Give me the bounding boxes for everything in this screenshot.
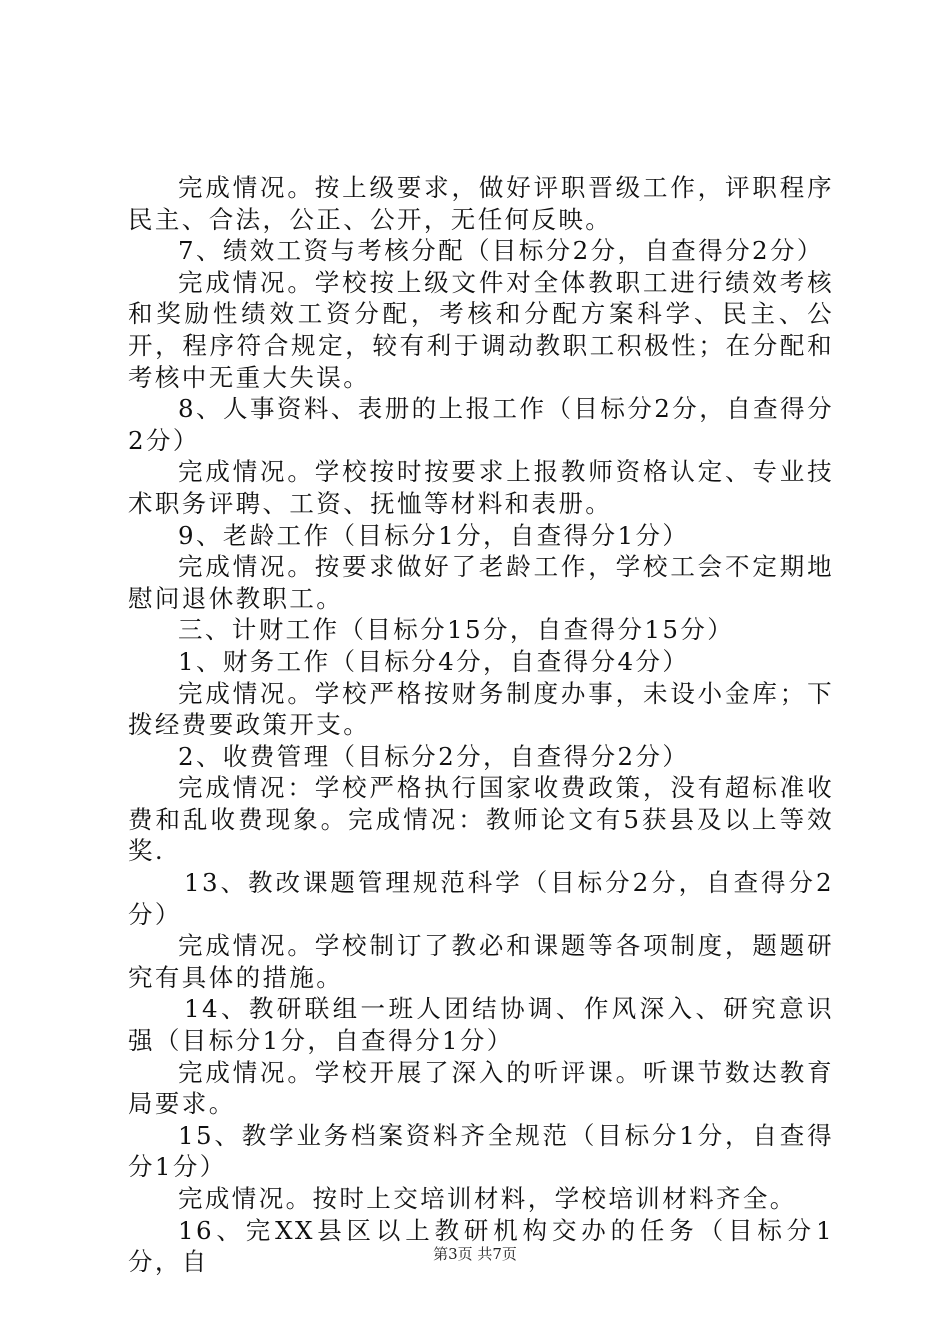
heading-teaching-archives: 15、教学业务档案资料齐全规范（目标分1分，自查得分1分）: [128, 1120, 834, 1182]
heading-retiree-work: 9、老龄工作（目标分1分，自查得分1分）: [178, 520, 690, 550]
paragraph-promotion-result: 完成情况。按上级要求，做好评职晋级工作，评职程序民主、合法，公正、公开，无任何反映。: [128, 173, 834, 234]
paragraph-fee-management-result: 完成情况：学校严格执行国家收费政策，没有超标准收费和乱收费现象。完成情况：教师论文有5获县及以上等效奖.: [128, 773, 834, 866]
paragraph-teaching-archives-result: 完成情况。按时上交培训材料，学校培训材料齐全。: [178, 1184, 797, 1213]
heading-finance-section: 三、计财工作（目标分15分，自查得分15分）: [178, 615, 735, 645]
heading-research-group: 14、教研联组一班人团结协调、作风深入、研究意识强（目标分1分，自查得分1分）: [128, 994, 834, 1056]
paragraph-retiree-work-result: 完成情况。按要求做好了老龄工作，学校工会不定期地慰问退休教职工。: [128, 552, 834, 613]
heading-finance-work: 1、财务工作（目标分4分，自查得分4分）: [178, 646, 690, 676]
paragraph-teaching-reform-result: 完成情况。学校制订了教必和课题等各项制度，题题研究有具体的措施。: [128, 931, 834, 992]
page-number-footer: 第3页 共7页: [433, 1245, 517, 1263]
paragraph-research-group-result: 完成情况。学校开展了深入的听评课。听课节数达教育局要求。: [128, 1057, 834, 1119]
document-body: [128, 172, 834, 1278]
paragraph-performance-pay-result: 完成情况。学校按上级文件对全体教职工进行绩效考核和奖励性绩效工资分配，考核和分配方案科学、民主、公开，程序符合规定，较有利于调动教职工积极性；在分配和考核中无重大失误。: [128, 267, 834, 392]
paragraph-personnel-records-result: 完成情况。学校按时按要求上报教师资格认定、专业技术职务评聘、工资、抚恤等材料和表册。: [128, 457, 834, 518]
heading-research-tasks: 16、完XX县区以上教研机构交办的任务（目标分1分，自: [128, 1215, 834, 1277]
heading-performance-pay: 7、绩效工资与考核分配（目标分2分，自查得分2分）: [178, 236, 824, 266]
paragraph-finance-work-result: 完成情况。学校严格按财务制度办事，未设小金库；下拨经费要政策开支。: [128, 678, 834, 740]
heading-personnel-records: 8、人事资料、表册的上报工作（目标分2分，自查得分2分）: [128, 394, 834, 455]
heading-teaching-reform: 13、教改课题管理规范科学（目标分2分，自查得分2分）: [128, 868, 834, 929]
heading-fee-management: 2、收费管理（目标分2分，自查得分2分）: [178, 741, 690, 771]
